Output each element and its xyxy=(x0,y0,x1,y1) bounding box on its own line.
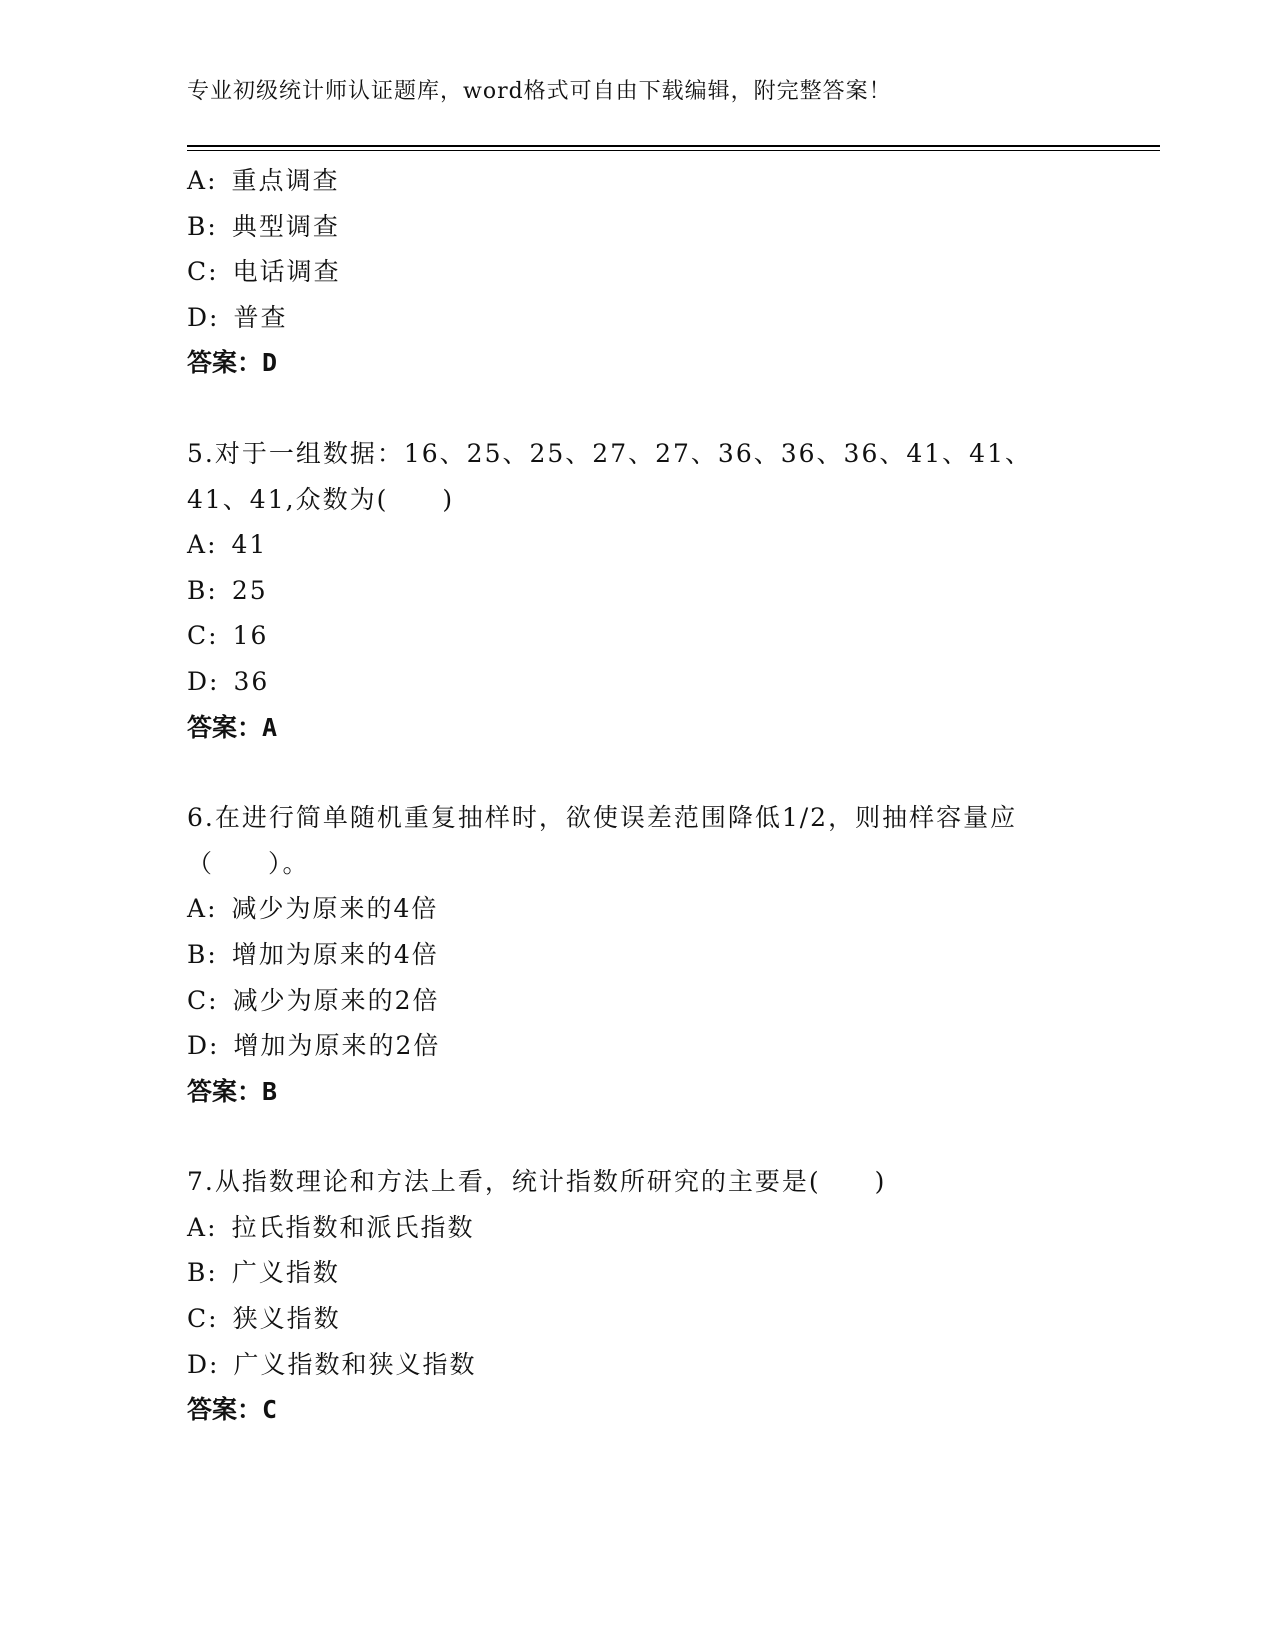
question-block xyxy=(187,158,1107,386)
option-a: A: 41 xyxy=(187,530,268,560)
option-b: B: 广义指数 xyxy=(187,1258,340,1288)
option-a: A: 拉氏指数和派氏指数 xyxy=(187,1212,475,1242)
question-stem: 7.从指数理论和方法上看，统计指数所研究的主要是( ) xyxy=(187,1167,887,1197)
header-divider xyxy=(187,145,1160,151)
option-d: D: 增加为原来的2倍 xyxy=(187,1031,441,1061)
question-block xyxy=(187,1159,1107,1433)
option-d: D: 普查 xyxy=(187,302,288,332)
option-a: A: 减少为原来的4倍 xyxy=(187,894,439,924)
question-list xyxy=(187,158,1107,1433)
option-a: A: 重点调查 xyxy=(187,166,340,195)
question-block xyxy=(187,795,1107,1114)
question-block xyxy=(187,431,1107,750)
option-d: D: 36 xyxy=(187,666,270,696)
option-b: B: 增加为原来的4倍 xyxy=(187,939,439,969)
option-c: C: 减少为原来的2倍 xyxy=(187,985,440,1015)
option-c: C: 电话调查 xyxy=(187,257,341,287)
answer-line: 答案：A xyxy=(187,712,278,742)
option-c: C: 16 xyxy=(187,621,269,651)
option-b: B: 典型调查 xyxy=(187,211,340,241)
option-c: C: 狭义指数 xyxy=(187,1304,341,1334)
answer-line: 答案：D xyxy=(187,348,278,378)
answer-line: 答案：B xyxy=(187,1076,278,1106)
option-d: D: 广义指数和狭义指数 xyxy=(187,1349,477,1379)
answer-line: 答案：C xyxy=(187,1395,278,1425)
page-header: 专业初级统计师认证题库，word格式可自由下载编辑，附完整答案！ xyxy=(187,79,892,104)
question-stem: 6.在进行简单随机重复抽样时，欲使误差范围降低1/2，则抽样容量应（ ）。 xyxy=(187,803,1018,878)
question-stem: 5.对于一组数据：16、25、25、27、27、36、36、36、41、41、41、41,众数为( ) xyxy=(187,438,1032,514)
option-b: B: 25 xyxy=(187,575,268,605)
